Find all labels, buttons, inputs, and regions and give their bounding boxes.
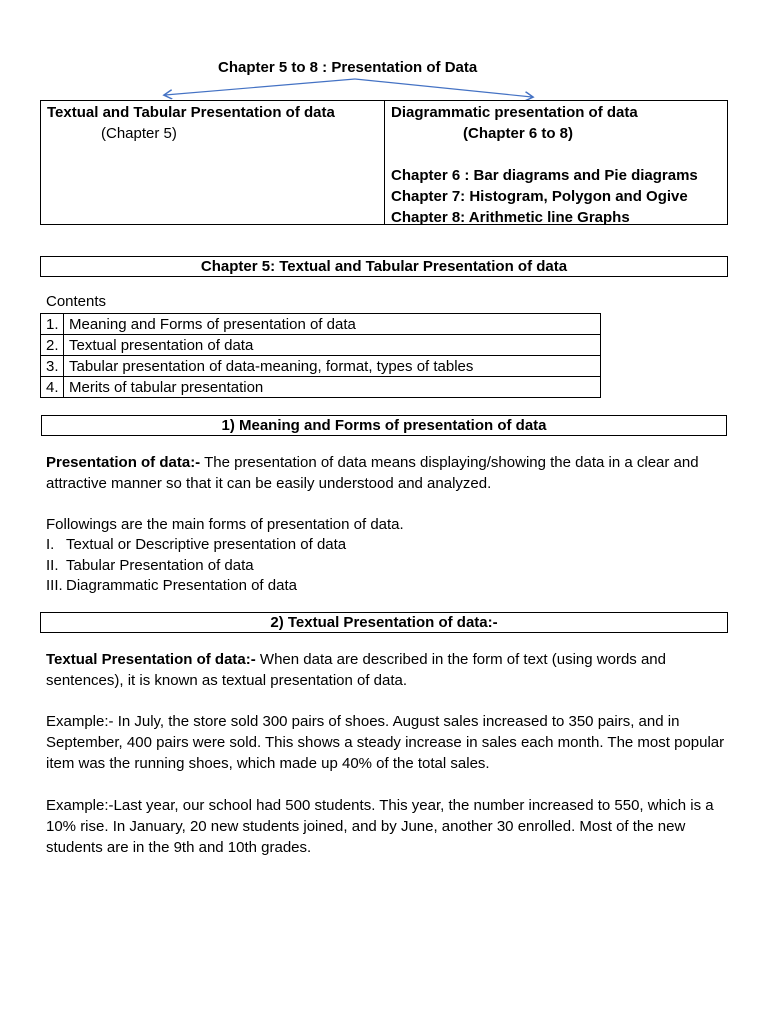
overview-right-heading: Diagrammatic presentation of data xyxy=(391,104,638,121)
list-item-text: Diagrammatic Presentation of data xyxy=(66,577,297,594)
section1-term: Presentation of data:- xyxy=(46,454,201,471)
section2-banner: 2) Textual Presentation of data:- xyxy=(40,612,728,633)
section1-definition-text: The presentation of data means displaying/showing the data in a clear and attractive manner so that it can be easily understood and analyzed. xyxy=(46,454,699,492)
table-row xyxy=(41,356,601,377)
overview-right-cell xyxy=(385,101,727,224)
list-item-num: I. xyxy=(46,536,55,553)
contents-num: 4. xyxy=(41,377,64,398)
overview-right-sub: (Chapter 6 to 8) xyxy=(463,125,574,142)
contents-table xyxy=(40,313,601,398)
section2-term: Textual Presentation of data:- xyxy=(46,651,256,668)
overview-table xyxy=(40,100,728,225)
list-item xyxy=(46,535,346,556)
forms-list xyxy=(46,535,346,597)
overview-left-sub: (Chapter 5) xyxy=(101,125,177,142)
example-2: Example:-Last year, our school had 500 students. This year, the number increased to 550, which is a 10% rise. In January, 20 new students joined, and by June, another 30 enrolled. Most of the new students are in the 9th and 10th grades. xyxy=(46,797,714,856)
list-item-text: Textual or Descriptive presentation of data xyxy=(66,536,347,553)
contents-text: Textual presentation of data xyxy=(64,335,601,356)
list-item-num: III. xyxy=(46,577,63,594)
chapter5-banner: Chapter 5: Textual and Tabular Presentation of data xyxy=(40,256,728,277)
section1-definition xyxy=(46,452,726,494)
table-row xyxy=(41,314,601,335)
contents-text: Tabular presentation of data-meaning, format, types of tables xyxy=(64,356,601,377)
page-title: Chapter 5 to 8 : Presentation of Data xyxy=(218,59,478,76)
arrow-right xyxy=(355,79,532,97)
contents-text: Meaning and Forms of presentation of data xyxy=(64,314,601,335)
list-item-num: II. xyxy=(46,556,59,574)
overview-left-heading: Textual and Tabular Presentation of data xyxy=(47,104,335,121)
contents-text: Merits of tabular presentation xyxy=(64,377,601,398)
contents-num: 3. xyxy=(41,356,64,377)
arrow-left xyxy=(165,79,355,95)
overview-right-item: Chapter 7: Histogram, Polygon and Ogive xyxy=(391,188,688,205)
contents-label: Contents xyxy=(46,293,107,310)
overview-right-item: Chapter 6 : Bar diagrams and Pie diagrams xyxy=(391,167,698,184)
table-row xyxy=(41,377,601,398)
contents-num: 1. xyxy=(41,314,64,335)
section2-definition-text: When data are described in the form of text (using words and sentences), it is known as textual presentation of data. xyxy=(46,651,666,689)
list-item-text: Tabular Presentation of data xyxy=(66,556,254,574)
section1-banner: 1) Meaning and Forms of presentation of data xyxy=(41,415,727,436)
list-item xyxy=(46,556,346,577)
example-1: Example:- In July, the store sold 300 pairs of shoes. August sales increased to 350 pairs, and in September, 400 pairs were sold. This shows a steady increase in sales each month. The most popular item was the running shoes, which made up 40% of the total sales. xyxy=(46,713,725,772)
forms-intro: Followings are the main forms of presentation of data. xyxy=(46,516,404,533)
section2-definition xyxy=(46,649,726,691)
overview-right-item: Chapter 8: Arithmetic line Graphs xyxy=(391,209,630,226)
branch-arrows xyxy=(0,0,768,110)
contents-num: 2. xyxy=(41,335,64,356)
overview-left-cell xyxy=(41,101,385,224)
list-item xyxy=(46,576,346,597)
table-row xyxy=(41,335,601,356)
